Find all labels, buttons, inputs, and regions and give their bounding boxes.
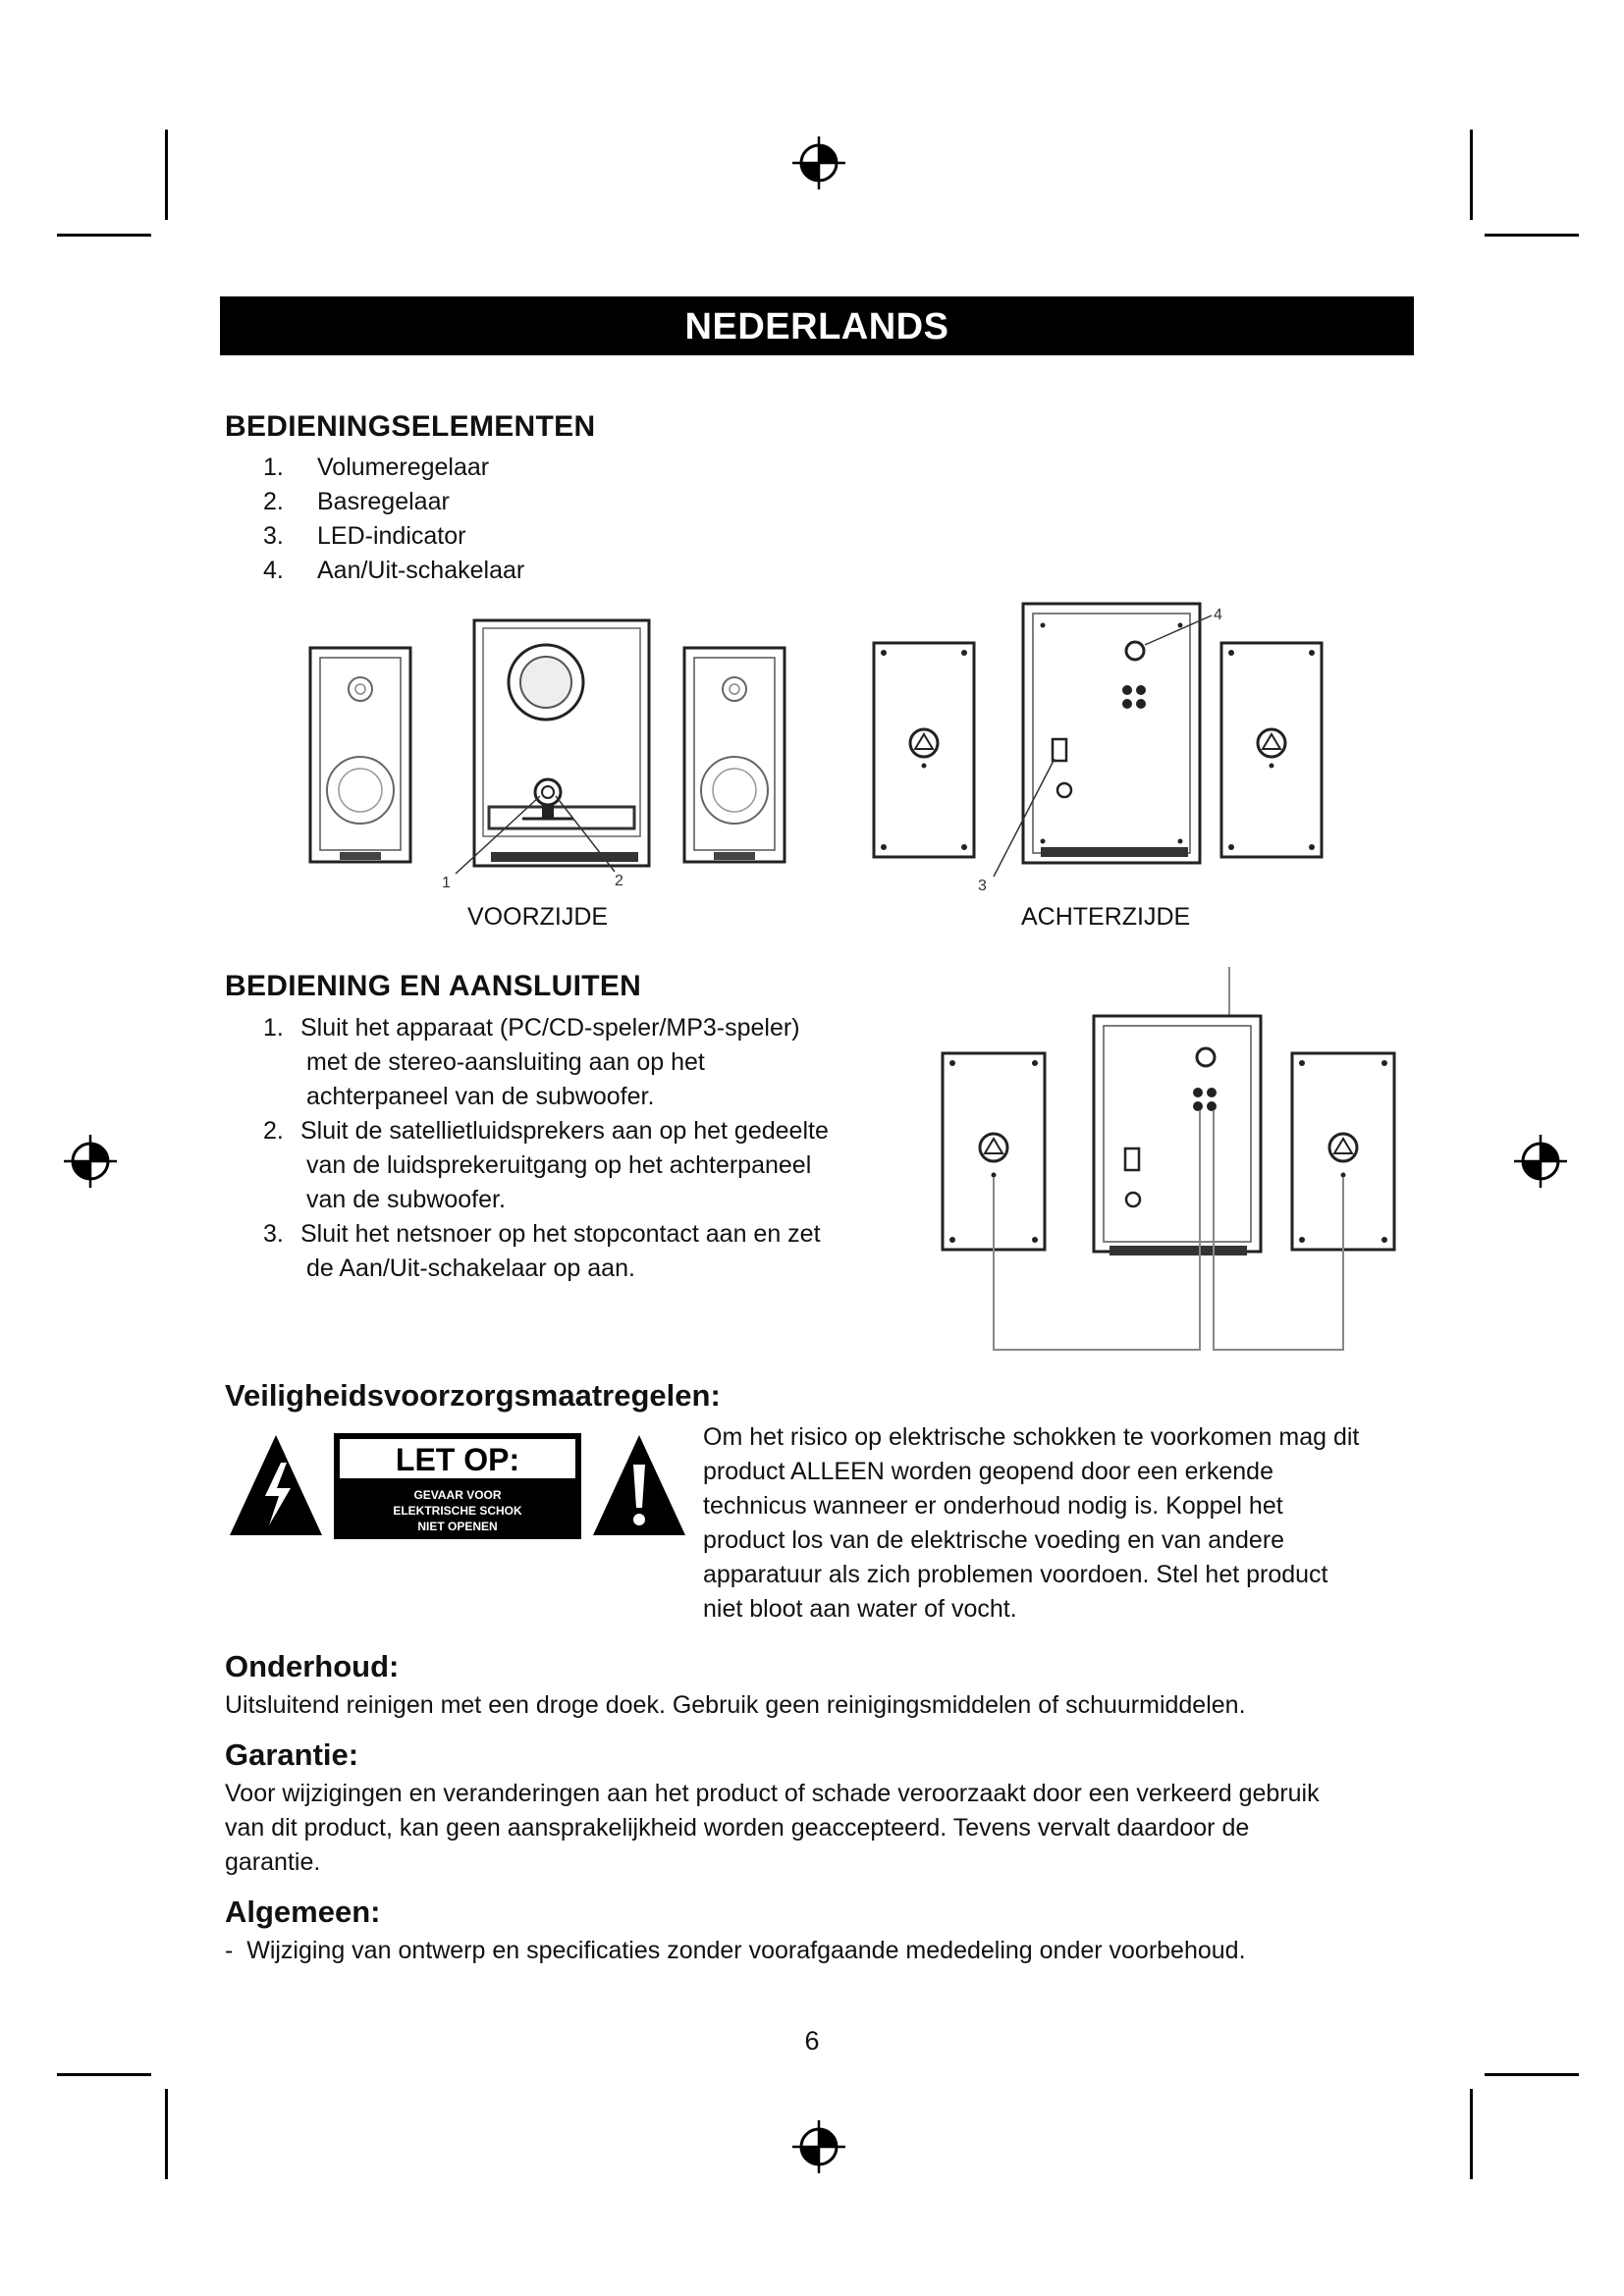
warranty-heading: Garantie:	[225, 1737, 359, 1772]
registration-mark-icon	[62, 1133, 119, 1190]
callout-1: 1	[442, 875, 451, 891]
registration-mark-icon	[1512, 1133, 1569, 1190]
list-item: 3. LED-indicator	[263, 522, 466, 550]
caution-label-line: GEVAAR VOOR	[413, 1488, 502, 1502]
page-number: 6	[804, 2026, 820, 2056]
exclamation-warning-icon	[589, 1431, 689, 1541]
registration-mark-icon	[790, 2118, 847, 2175]
caution-label	[334, 1433, 581, 1539]
registration-mark-icon	[790, 134, 847, 191]
callout-3: 3	[978, 878, 987, 894]
maintenance-heading: Onderhoud:	[225, 1649, 400, 1683]
connection-diagram	[923, 967, 1434, 1355]
general-heading: Algemeen:	[225, 1895, 381, 1929]
safety-text: Om het risico op elektrische schokken te voorkomen mag dit product ALLEEN worden geopend door een erkende technicus wanneer er onderhoud nodig is. Koppel het product los van de elektrische voeding en van andere apparatuur als zich problemen voordoen. Stel het product niet bloot aan water of vocht.	[703, 1423, 1360, 1623]
caution-label-line: ELEKTRISCHE SCHOK	[393, 1504, 522, 1518]
list-item: 2. Sluit de satellietluidsprekers aan op het gedeelte	[263, 1117, 829, 1145]
general-text: - Wijziging van ontwerp en specificaties zonder voorafgaande mededeling onder voorbehoud.	[225, 1937, 1246, 1964]
list-item: 1. Sluit het apparaat (PC/CD-speler/MP3-speler)	[263, 1014, 800, 1041]
crop-mark	[1470, 2089, 1473, 2179]
list-item: 1. Volumeregelaar	[263, 454, 490, 481]
list-item: 4. Aan/Uit-schakelaar	[263, 557, 525, 584]
operation-steps: 1. Sluit het apparaat (PC/CD-speler/MP3-speler) met de stereo-aansluiting aan op het achterpaneel van de subwoofer. 2. Sluit de satellietluidsprekers aan op het gedeelte van de luidsprekeruitgang op het achterpaneel van de subwoofer. 3. Sluit het netsnoer op het stopcontact aan en zet de Aan/Uit-schakelaar op aan.	[263, 1011, 892, 1286]
list-item: 3. Sluit het netsnoer op het stopcontact aan en zet	[263, 1220, 821, 1248]
crop-mark	[1485, 2073, 1579, 2076]
crop-mark	[57, 234, 151, 237]
crop-mark	[1485, 234, 1579, 237]
back-caption: ACHTERZIJDE	[1021, 903, 1191, 931]
crop-mark	[1470, 130, 1473, 220]
list-item: 2. Basregelaar	[263, 488, 450, 515]
back-view-illustration	[844, 594, 1355, 898]
language-banner: NEDERLANDS	[220, 296, 1414, 355]
callout-4: 4	[1214, 607, 1222, 623]
controls-list	[263, 451, 524, 588]
controls-heading: BEDIENINGSELEMENTEN	[225, 410, 596, 443]
front-caption: VOORZIJDE	[467, 903, 609, 931]
crop-mark	[57, 2073, 151, 2076]
front-view-illustration	[295, 599, 844, 893]
caution-label-line: NIET OPENEN	[417, 1520, 498, 1533]
maintenance-text: Uitsluitend reinigen met een droge doek. Gebruik geen reinigingsmiddelen of schuurmiddelen.	[225, 1691, 1246, 1719]
callout-2: 2	[615, 873, 623, 889]
crop-mark	[165, 2089, 168, 2179]
operation-heading: BEDIENING EN AANSLUITEN	[225, 970, 642, 1002]
crop-mark	[165, 130, 168, 220]
electric-shock-warning-icon	[226, 1431, 326, 1541]
caution-label-title: LET OP:	[340, 1439, 575, 1478]
warranty-text: Voor wijzigingen en veranderingen aan het product of schade veroorzaakt door een verkeerd gebruik van dit product, kan geen aansprakelijkheid worden geaccepteerd. Tevens vervalt daardoor de garantie.	[225, 1780, 1320, 1876]
safety-heading: Veiligheidsvoorzorgsmaatregelen:	[225, 1378, 721, 1413]
